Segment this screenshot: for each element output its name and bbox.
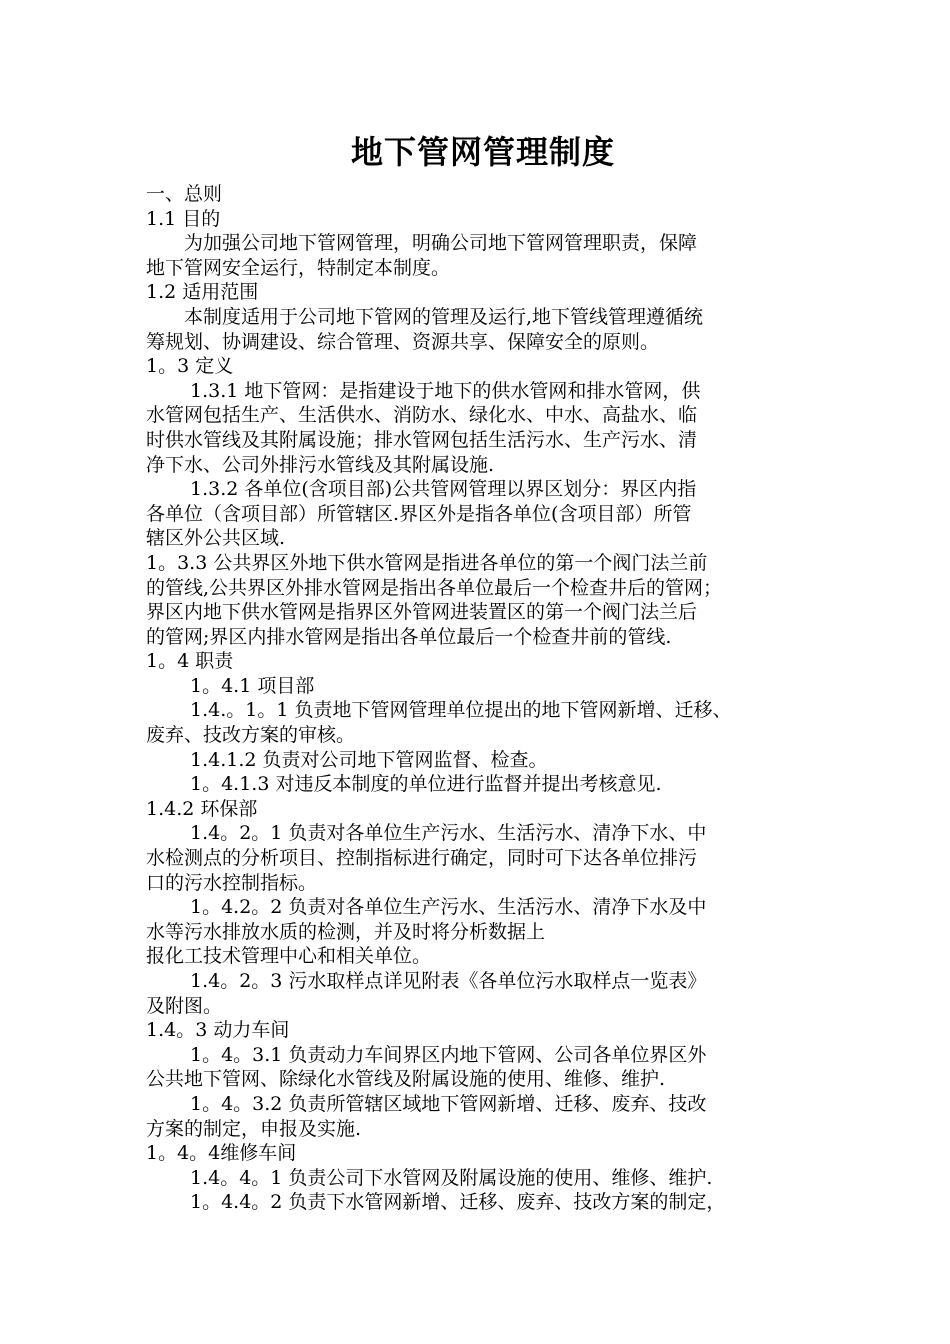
text-line: 各单位（含项目部）所管辖区.界区外是指各单位(含项目部）所管	[146, 502, 692, 525]
text-line: 为加强公司地下管网管理，明确公司地下管网管理职责，保障	[184, 232, 698, 255]
text-line: 方案的制定，申报及实施.	[146, 1117, 362, 1140]
text-line: 水管网包括生产、生活供水、消防水、绿化水、中水、高盐水、临	[146, 404, 698, 427]
document-title: 地下管网管理制度	[350, 133, 615, 171]
text-line: 界区内地下供水管网是指界区外管网进装置区的第一个阀门法兰后	[146, 601, 698, 624]
text-line: 1.4。2。3 污水取样点详见附表《各单位污水取样点一览表》	[190, 970, 707, 992]
text-line: 1。4.2。2 负责对各单位生产污水、生活污水、清净下水及中	[190, 896, 707, 919]
text-line: 地下管网安全运行，特制定本制度。	[146, 256, 451, 279]
text-line: 1。4.1.3 对违反本制度的单位进行监督并提出考核意见.	[190, 773, 662, 796]
text-line: 报化工技术管理中心和相关单位。	[146, 945, 432, 968]
text-line: 水检测点的分析项目、控制指标进行确定，同时可下达各单位排污	[146, 847, 698, 870]
text-line: 本制度适用于公司地下管网的管理及运行,地下管线管理遵循统	[184, 305, 704, 328]
text-line: 净下水、公司外排污水管线及其附属设施.	[146, 453, 495, 476]
text-line: 1。4.1 项目部	[190, 674, 315, 697]
text-line: 时供水管线及其附属设施；排水管网包括生活污水、生产污水、清	[146, 428, 698, 451]
text-line: 一、总则	[146, 183, 223, 205]
text-line: 1.4。4。1 负责公司下水管网及附属设施的使用、维修、维护.	[190, 1166, 713, 1189]
text-line: 口的污水控制指标。	[146, 871, 318, 894]
text-line: 水等污水排放水质的检测，并及时将分析数据上	[146, 920, 546, 943]
text-line: 1.3.2 各单位(含项目部)公共管网管理以界区划分：界区内指	[190, 478, 697, 501]
text-line: 的管网;界区内排水管网是指出各单位最后一个检查井前的管线.	[146, 625, 672, 648]
text-line: 公共地下管网、除绿化水管线及附属设施的使用、维修、维护.	[146, 1068, 666, 1091]
text-line: 1.4.2 环保部	[146, 797, 258, 820]
text-line: 1.4。2。1 负责对各单位生产污水、生活污水、清净下水、中	[190, 822, 707, 845]
text-line: 1。4。4维修车间	[146, 1142, 297, 1165]
text-line: 1.3.1 地下管网：是指建设于地下的供水管网和排水管网，供	[190, 379, 701, 402]
text-line: 1.4.。1。1 负责地下管网管理单位提出的地下管网新增、迁移、	[190, 699, 732, 722]
text-line: 1。3 定义	[146, 355, 234, 378]
text-line: 1.4。3 动力车间	[146, 1019, 290, 1042]
text-line: 的管线,公共界区外排水管网是指出各单位最后一个检查井后的管网；	[146, 576, 723, 599]
text-line: 筹规划、协调建设、综合管理、资源共享、保障安全的原则。	[146, 330, 660, 353]
text-line: 1。4.4。2 负责下水管网新增、迁移、废弃、技改方案的制定，	[190, 1191, 726, 1214]
text-line: 及附图。	[146, 994, 223, 1017]
text-line: 1.1 目的	[146, 207, 221, 230]
text-line: 辖区外公共区域.	[146, 527, 286, 550]
text-line: 1.4.1.2 负责对公司地下管网监督、检查。	[190, 748, 548, 771]
text-line: 1。4。3.2 负责所管辖区域地下管网新增、迁移、废弃、技改	[190, 1092, 707, 1115]
text-line: 1.2 适用范围	[146, 281, 259, 304]
text-line: 废弃、技改方案的审核。	[146, 724, 356, 747]
text-line: 1。3.3 公共界区外地下供水管网是指进各单位的第一个阀门法兰前	[146, 551, 708, 574]
text-line: 1。4。3.1 负责动力车间界区内地下管网、公司各单位界区外	[190, 1043, 707, 1066]
text-line: 1。4 职责	[146, 650, 234, 673]
document-body	[146, 182, 820, 1215]
